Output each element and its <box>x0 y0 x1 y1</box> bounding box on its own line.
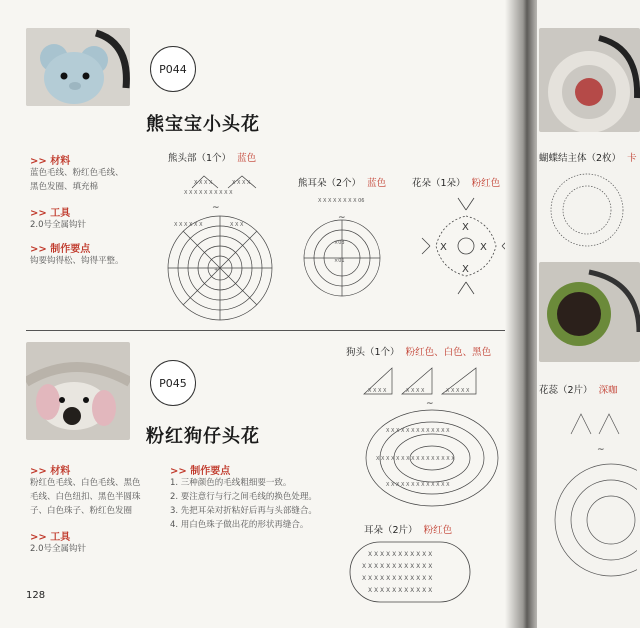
dog-head-label: 狗头（1个） 粉红色、白色、黑色 <box>346 347 492 358</box>
p044-code: P044 <box>159 62 187 76</box>
p044-materials-heading: >> 材料 <box>30 156 71 167</box>
p045-code: P045 <box>159 376 187 390</box>
svg-text:X X X X: X X X X <box>232 180 251 186</box>
svg-text:~: ~ <box>338 213 346 223</box>
svg-text:~: ~ <box>597 445 605 455</box>
bow-hairband-photo <box>539 28 640 132</box>
svg-text:X X X X X X X X X X X X X: X X X X X X X X X X X X X <box>386 428 450 434</box>
svg-text:X X X X: X X X X <box>194 180 213 186</box>
svg-text:X X X X X X X X X X X: X X X X X X X X X X X <box>368 587 433 594</box>
svg-text:~: ~ <box>426 399 434 409</box>
svg-text:×03: ×03 <box>334 240 345 246</box>
svg-text:X: X <box>462 222 469 233</box>
flower-center-label: 花蕊（2片） 深咖 <box>539 385 618 396</box>
page-number: 128 <box>26 590 46 601</box>
flower-diagram <box>420 192 512 300</box>
dog-head-diagram <box>356 362 506 512</box>
svg-text:+: + <box>214 267 219 273</box>
p045-code-badge <box>150 360 196 406</box>
p044-title: 熊宝宝小头花 <box>146 114 260 135</box>
flower-label: 花朵（1朵） 粉红色 <box>412 178 501 189</box>
p044-tools-heading: >> 工具 <box>30 208 71 219</box>
svg-text:X: X <box>462 264 469 275</box>
p044-tips-heading: >> 制作要点 <box>30 244 91 255</box>
svg-text:X: X <box>440 242 447 253</box>
svg-text:X X X X X X X X X X X X X: X X X X X X X X X X X X X <box>386 482 450 488</box>
bow-body-label: 蝴蝶结主体（2枚） 卡 <box>539 153 637 164</box>
flower-center-diagram <box>541 400 637 600</box>
svg-text:~: ~ <box>212 203 220 213</box>
flower-hairband-photo <box>539 262 640 362</box>
svg-text:X X X X X X X X X X X: X X X X X X X X X X X <box>368 551 433 558</box>
p045-tools-heading: >> 工具 <box>30 532 71 543</box>
dog-ear-diagram <box>348 538 474 608</box>
p044-tools-text: 2.0号全属钩针 <box>30 220 87 230</box>
bear-head-label: 熊头部（1个） 蓝色 <box>168 153 257 164</box>
p044-tips-text: 钩要钩得松、钩得平整。 <box>30 256 124 266</box>
bear-ear-label: 熊耳朵（2个） 蓝色 <box>298 178 387 189</box>
p045-tips-text: 1. 三种颜色的毛线粗细要一致。 2. 要注意行与行之间毛线的换色处理。 3. 先把耳朵对折粘好后再与头部缝合。 4. 用白色珠子做出花的形状再缝合。 <box>170 478 317 530</box>
p045-materials-text: 粉红色毛线、白色毛线、黑色 毛线、白色纽扣、黑色半圆珠 子、白色珠子、粉红色发圈 <box>30 478 141 516</box>
bear-head-diagram <box>164 166 286 324</box>
svg-text:X X X X X X X X X X X X: X X X X X X X X X X X X <box>362 575 433 582</box>
p045-tips-heading: >> 制作要点 <box>170 466 231 477</box>
bear-hairband-photo <box>26 28 130 106</box>
bow-body-diagram <box>541 170 637 252</box>
p044-code-badge <box>150 46 196 92</box>
svg-text:×01: ×01 <box>334 258 345 264</box>
svg-text:X X X X X X X X X X X X X X X: X X X X X X X X X X X X X X X X <box>376 456 455 462</box>
svg-text:X: X <box>480 242 487 253</box>
svg-text:X X X X X X X X 06: X X X X X X X X 06 <box>318 198 365 204</box>
bear-ear-diagram <box>298 188 388 300</box>
p045-materials-heading: >> 材料 <box>30 466 71 477</box>
svg-text:X X X X X X: X X X X X X <box>174 222 203 228</box>
dog-ear-label: 耳朵（2片） 粉红色 <box>364 525 453 536</box>
svg-text:X X X X: X X X X <box>368 388 387 394</box>
svg-text:X X X X: X X X X <box>406 388 425 394</box>
svg-text:X X X X X X X X X X X X: X X X X X X X X X X X X <box>362 563 433 570</box>
svg-text:X X X X X: X X X X X <box>446 388 470 394</box>
dog-hairband-photo <box>26 342 130 440</box>
p045-tools-text: 2.0号全属钩针 <box>30 544 87 554</box>
p045-title: 粉红狗仔头花 <box>146 426 260 447</box>
right-page <box>537 0 640 628</box>
svg-text:X X X X X X X X X X: X X X X X X X X X X <box>184 190 233 196</box>
p044-materials-text: 蓝色毛线、粉红色毛线、 黑色发圈、填充棉 <box>30 168 124 192</box>
section-divider <box>26 330 508 331</box>
svg-text:X X X: X X X <box>230 222 244 228</box>
